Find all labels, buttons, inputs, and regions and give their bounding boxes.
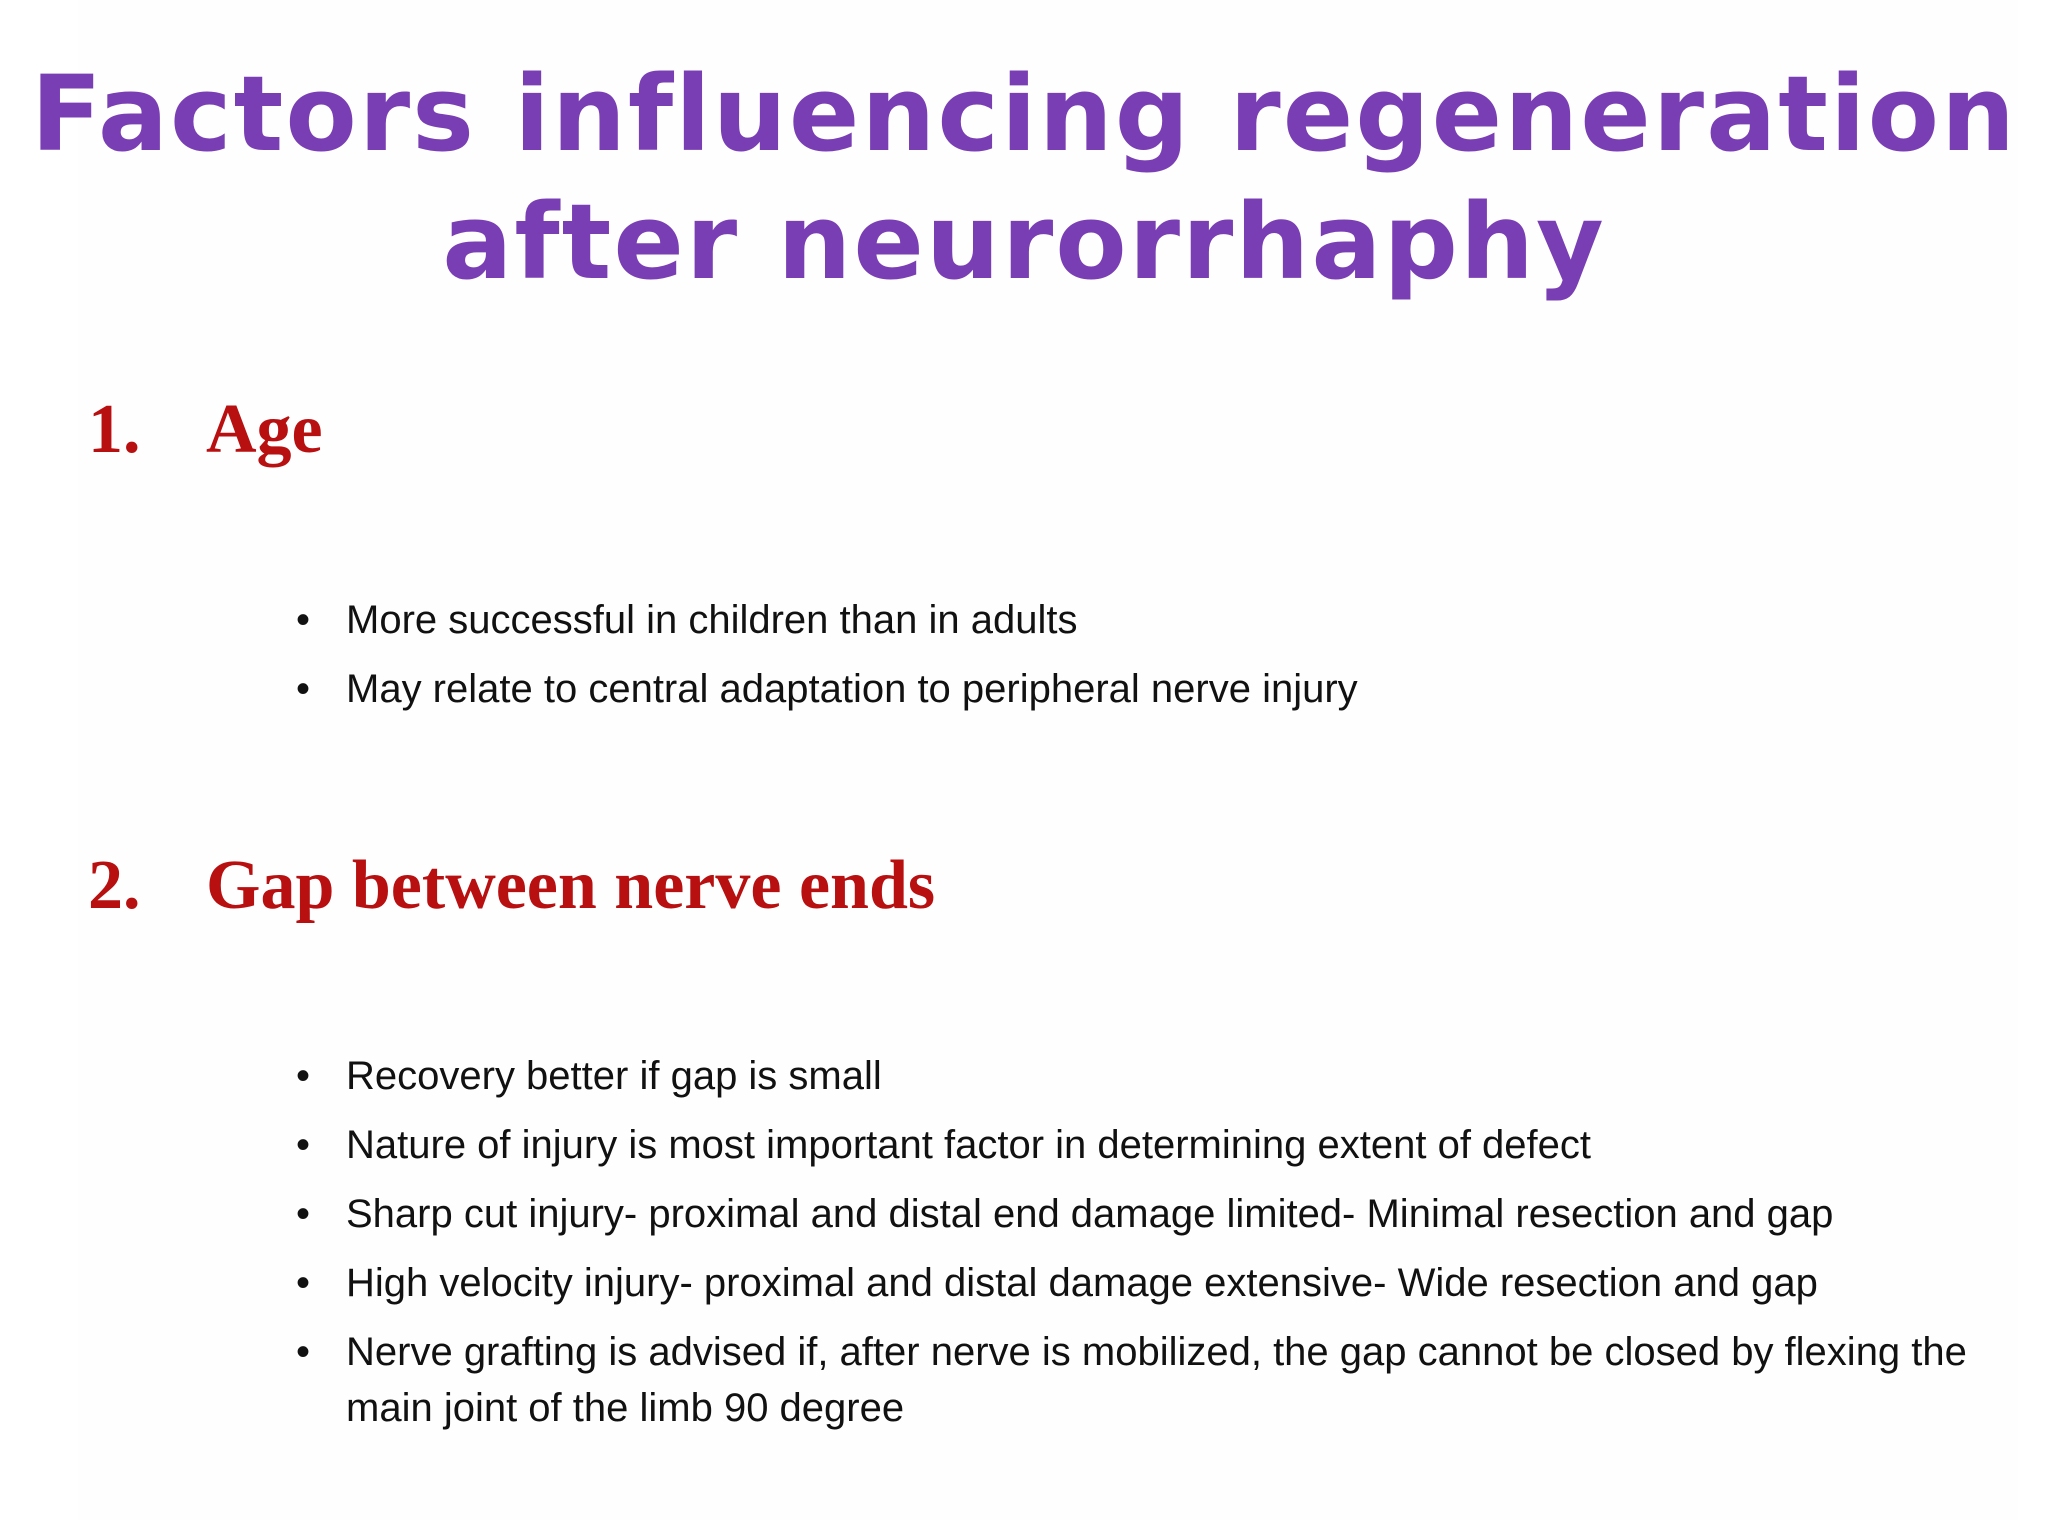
bullet-icon: • (296, 1261, 311, 1305)
list-item (292, 1117, 2012, 1173)
section-title: Gap between nerve ends (206, 847, 936, 924)
list-item (292, 1255, 2012, 1311)
bullet-icon: • (296, 1123, 311, 1167)
section-heading-gap (88, 846, 935, 926)
section-title: Age (206, 391, 323, 468)
bullet-list-age (292, 592, 2012, 730)
slide-title-line-1: Factors influencing regeneration (30, 53, 2018, 175)
section-number: 2. (88, 847, 141, 924)
bullet-list-gap (292, 1048, 2012, 1449)
bullet-icon: • (296, 1192, 311, 1236)
bullet-icon: • (296, 667, 311, 711)
bullet-text: Nerve grafting is advised if, after nerve is mobilized, the gap cannot be closed by flexing the main joint of the limb 90 degree (346, 1330, 1967, 1430)
section-heading-age (88, 390, 323, 470)
bullet-text: Nature of injury is most important factor in determining extent of defect (346, 1123, 1592, 1167)
bullet-icon: • (296, 1054, 311, 1098)
bullet-text: More successful in children than in adults (346, 598, 1078, 642)
bullet-icon: • (296, 1330, 311, 1374)
list-item (292, 1324, 2012, 1436)
list-item (292, 1048, 2012, 1104)
bullet-text: Sharp cut injury- proximal and distal end damage limited- Minimal resection and gap (346, 1192, 1834, 1236)
bullet-text: Recovery better if gap is small (346, 1054, 882, 1098)
list-item (292, 1186, 2012, 1242)
list-item (292, 661, 2012, 717)
slide-title-line-2: after neurorrhaphy (442, 181, 1606, 303)
bullet-text: High velocity injury- proximal and distal damage extensive- Wide resection and gap (346, 1261, 1818, 1305)
bullet-text: May relate to central adaptation to peripheral nerve injury (346, 667, 1358, 711)
slide-title (0, 50, 2048, 306)
section-number: 1. (88, 391, 141, 468)
bullet-icon: • (296, 598, 311, 642)
list-item (292, 592, 2012, 648)
